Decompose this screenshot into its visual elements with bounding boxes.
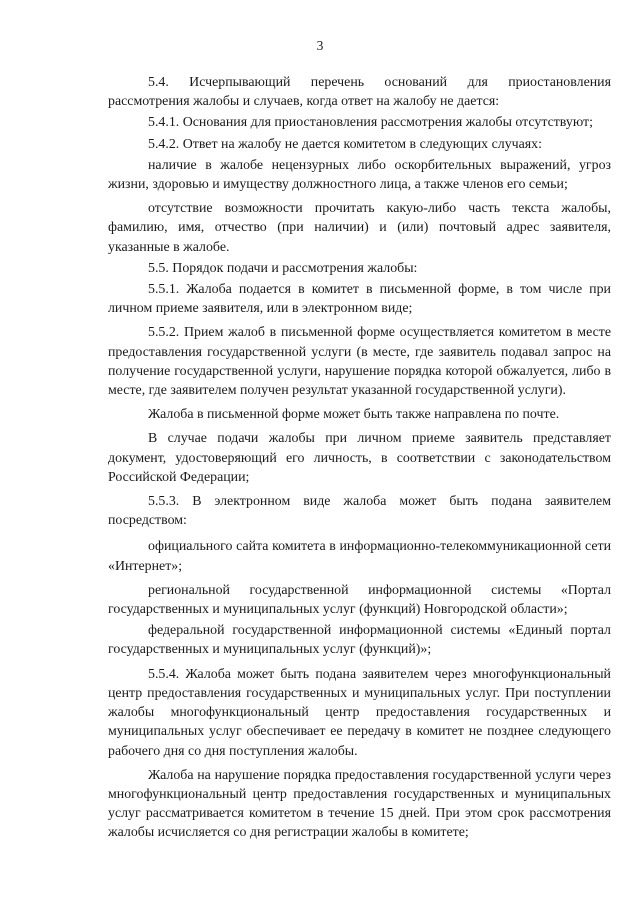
paragraph-unreadable-text: отсутствие возможности прочитать какую-либо часть текста жалобы, фамилию, имя, отчество (при наличии) и (или) почтовый адрес заявителя, указанные в жалобе. [108, 201, 611, 255]
paragraph-obscene-language: наличие в жалобе нецензурных либо оскорбительных выражений, угроз жизни, здоровью и имуществу должностного лица, а также членов его семьи; [108, 157, 611, 193]
paragraph-federal-portal: федеральной государственной информационной системы «Единый портал государственных и муниципальных услуг (функций)»; [108, 623, 611, 658]
paragraph-postal: Жалоба в письменной форме может быть также направлена по почте. [148, 407, 560, 423]
paragraph-5-5: 5.5. Порядок подачи и рассмотрения жалобы: [148, 260, 418, 276]
paragraph-personal-reception: В случае подачи жалобы при личном приеме заявитель представляет документ, удостоверяющий его личность, в соответствии с законодательством Российской Федерации; [108, 431, 611, 485]
document-body [108, 73, 611, 843]
paragraph-5-4-2: 5.4.2. Ответ на жалобу не дается комитетом в следующих случаях: [148, 136, 542, 152]
paragraph-5-5-4: 5.5.4. Жалоба может быть подана заявителем через многофункциональный центр предоставления государственных и муниципальных услуг. При поступлении жалобы многофункциональный центр предоставления государственных и муниципальных услуг обеспечивает ее передачу в комитет не позднее следующего рабочего дня со дня поступления жалобы. [108, 666, 611, 759]
paragraph-5-4: 5.4. Исчерпывающий перечень оснований для приостановления рассмотрения жалобы и случаев, когда ответ на жалобу не дается: [108, 75, 611, 110]
paragraph-5-4-1: 5.4.1. Основания для приостановления рассмотрения жалобы отсутствуют; [148, 115, 593, 131]
paragraph-5-5-2: 5.5.2. Прием жалоб в письменной форме осуществляется комитетом в месте предоставления государственной услуги (в месте, где заявитель подавал запрос на получение государственной услуги, нарушение порядка которой обжалуется, либо в месте, где заявителем получен результат указанной государственной услуги). [108, 325, 611, 399]
paragraph-regional-portal: региональной государственной информационной системы «Портал государственных и муниципальных услуг (функций) Новгородской области»; [108, 582, 611, 618]
paragraph-official-site: официального сайта комитета в информационно-телекоммуникационной сети «Интернет»; [108, 539, 611, 574]
page-number: 3 [316, 38, 324, 53]
paragraph-5-5-1: 5.5.1. Жалоба подается в комитет в письменной форме, в том числе при личном приеме заявителя, или в электронном виде; [108, 282, 611, 317]
paragraph-5-5-3: 5.5.3. В электронном виде жалоба может быть подана заявителем посредством: [108, 494, 611, 529]
paragraph-mfc-complaint: Жалоба на нарушение порядка предоставления государственной услуги через многофункциональный центр предоставления государственных и муниципальных услуг рассматривается комитетом в течение 15 дней. При этом срок рассмотрения жалобы исчисляется со дня регистрации жалобы в комитете; [108, 767, 611, 841]
